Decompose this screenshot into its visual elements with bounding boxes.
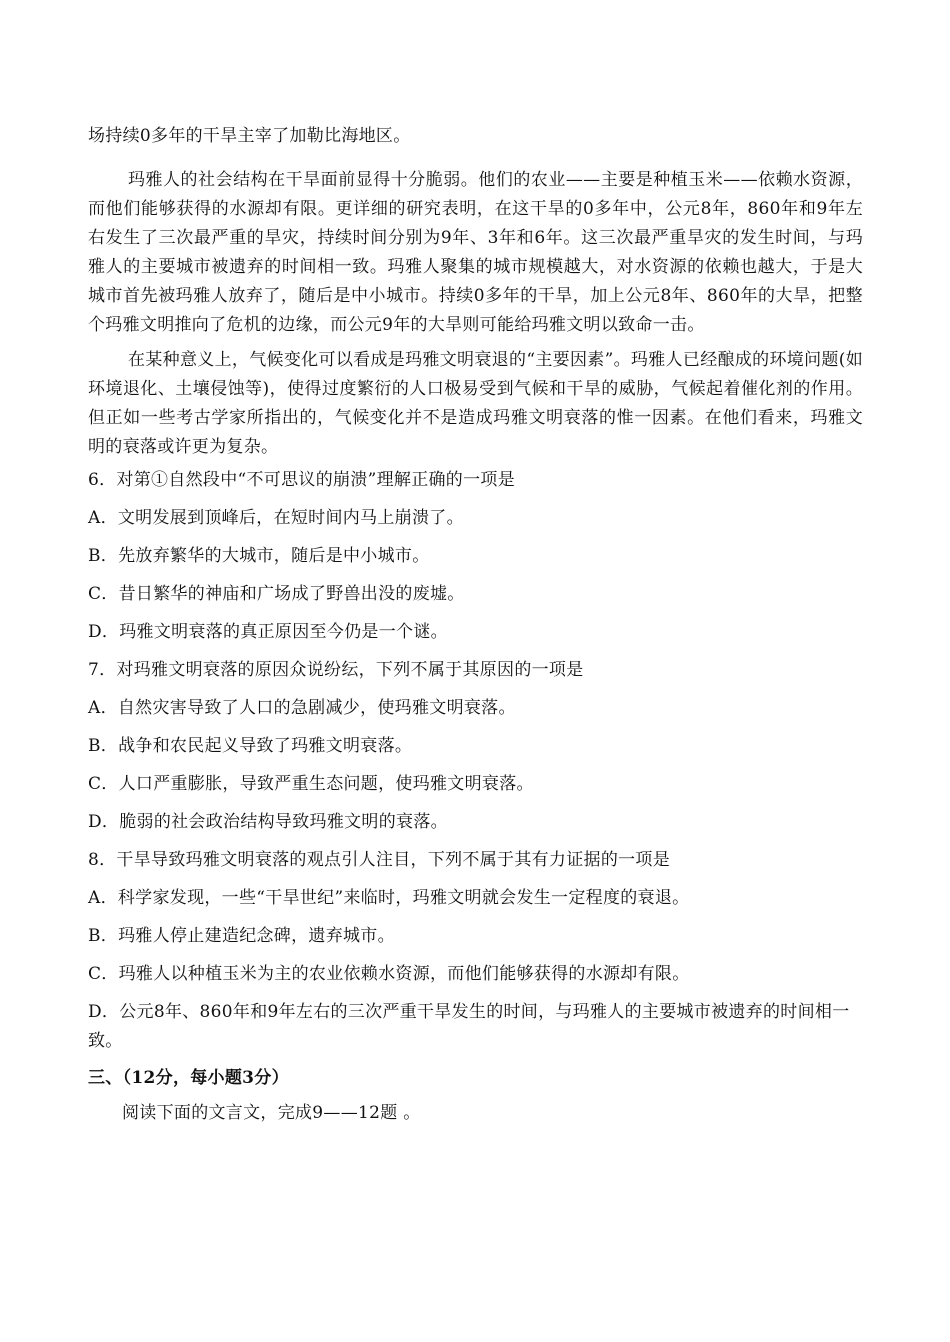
question-stem: 8．干旱导致玛雅文明衰落的观点引人注目，下列不属于其有力证据的一项是: [88, 850, 671, 870]
passage-continuation-line: 场持续0多年的干旱主宰了加勒比海地区。: [88, 126, 411, 146]
question-8: [88, 846, 863, 1056]
option-a: A．自然灾害导致了人口的急剧减少，使玛雅文明衰落。: [88, 698, 516, 718]
option-c: C．玛雅人以种植玉米为主的农业依赖水资源，而他们能够获得的水源却有限。: [88, 964, 690, 984]
option-d: D．玛雅文明衰落的真正原因至今仍是一个谜。: [88, 622, 448, 642]
question-7: [88, 656, 863, 846]
passage-paragraph-1: 玛雅人的社会结构在干旱面前显得十分脆弱。他们的农业——主要是种植玉米——依赖水资源，而他们能够获得的水源却有限。更详细的研究表明，在这干旱的0多年中，公元8年，860年和9年左右发生了三次最严重的旱灾，持续时间分别为9年、3年和6年。这三次最严重旱灾的发生时间，与玛雅人的主要城市被遗弃的时间相一致。玛雅人聚集的城市规模越大，对水资源的依赖也越大，于是大城市首先被玛雅人放弃了，随后是中小城市。持续0多年的干旱，加上公元8年、860年的大旱，把整个玛雅文明推向了危机的边缘，而公元9年的大旱则可能给玛雅文明以致命一击。: [88, 170, 863, 335]
option-b: B．先放弃繁华的大城市，随后是中小城市。: [88, 546, 430, 566]
option-d: D．公元8年、860年和9年左右的三次严重干旱发生的时间，与玛雅人的主要城市被遗弃的时间相一致。: [88, 1002, 850, 1051]
option-a: A．科学家发现，一些“干旱世纪”来临时，玛雅文明就会发生一定程度的衰退。: [88, 888, 690, 908]
document-page: [88, 122, 863, 1128]
question-stem: 6．对第①自然段中“不可思议的崩溃”理解正确的一项是: [88, 470, 515, 490]
question-stem: 7．对玛雅文明衰落的原因众说纷纭，下列不属于其原因的一项是: [88, 660, 584, 680]
section-instruction: 阅读下面的文言文，完成9——12题 。: [122, 1103, 421, 1123]
option-b: B．玛雅人停止建造纪念碑，遗弃城市。: [88, 926, 395, 946]
option-a: A．文明发展到顶峰后，在短时间内马上崩溃了。: [88, 508, 464, 528]
passage-paragraph-2: 在某种意义上，气候变化可以看成是玛雅文明衰退的“主要因素”。玛雅人已经酿成的环境问题(如环境退化、土壤侵蚀等)，使得过度繁衍的人口极易受到气候和干旱的威胁，气候起着催化剂的作用。但正如一些考古学家所指出的，气候变化并不是造成玛雅文明衰落的惟一因素。在他们看来，玛雅文明的衰落或许更为复杂。: [88, 350, 863, 457]
section-heading: 三、（12分，每小题3分）: [88, 1068, 289, 1088]
option-c: C．人口严重膨胀，导致严重生态问题，使玛雅文明衰落。: [88, 774, 534, 794]
question-6: [88, 466, 863, 656]
option-b: B．战争和农民起义导致了玛雅文明衰落。: [88, 736, 413, 756]
option-c: C．昔日繁华的神庙和广场成了野兽出没的废墟。: [88, 584, 465, 604]
option-d: D．脆弱的社会政治结构导致玛雅文明的衰落。: [88, 812, 448, 832]
